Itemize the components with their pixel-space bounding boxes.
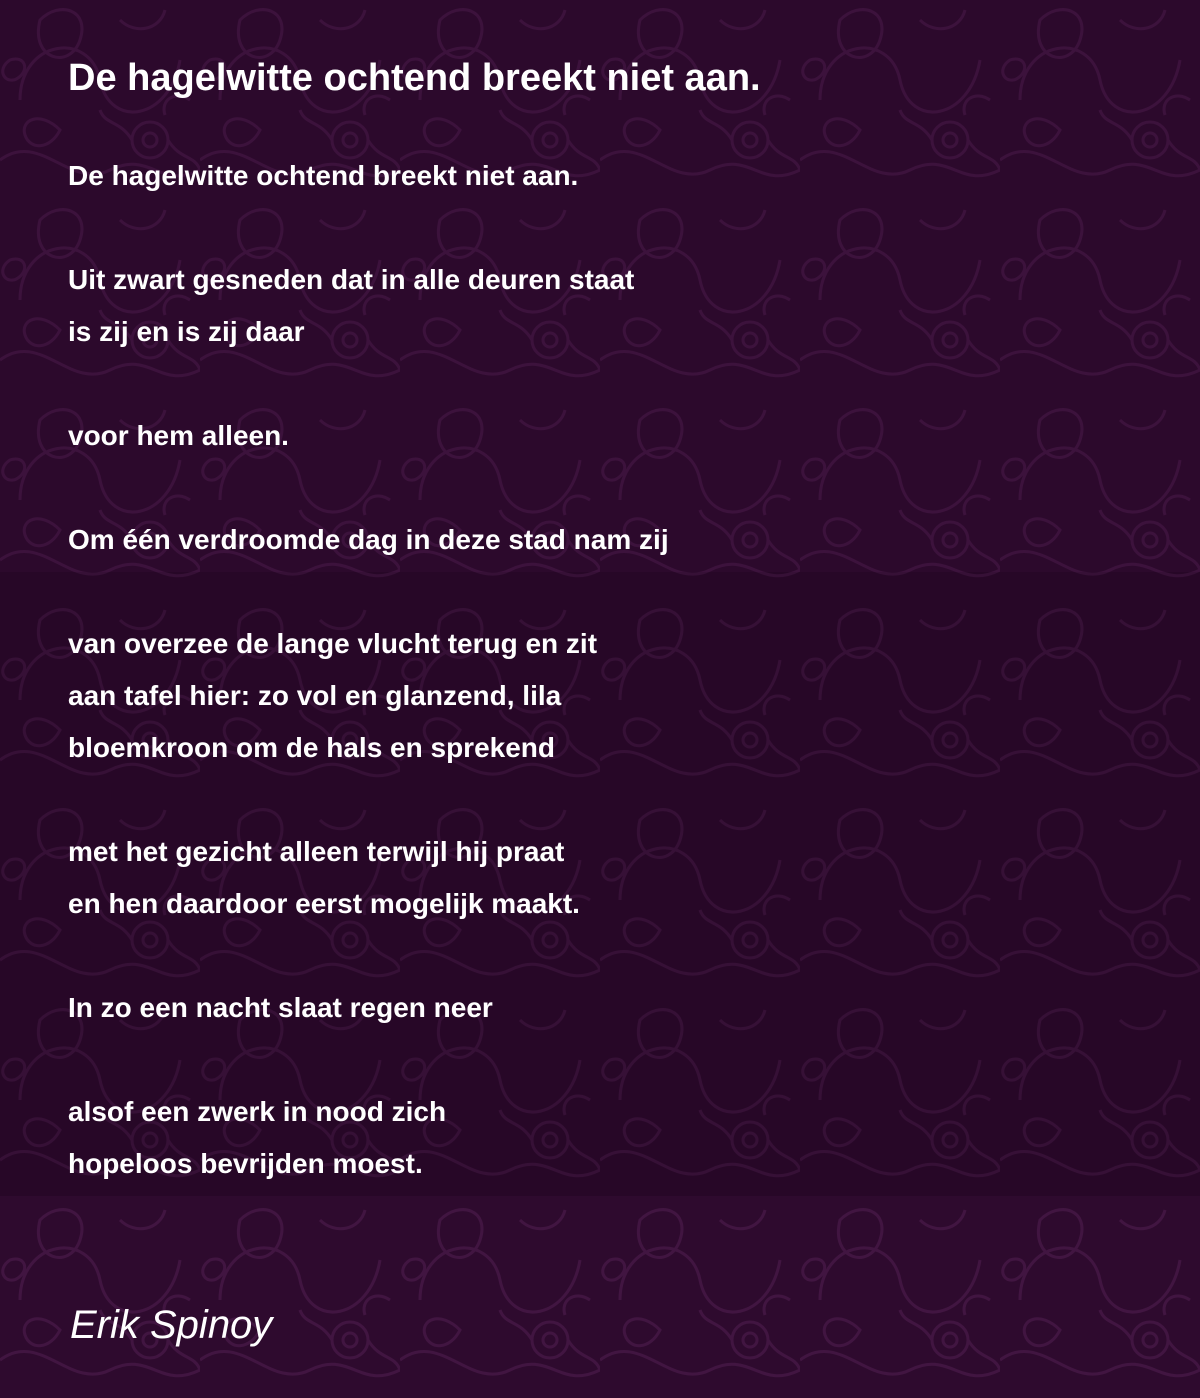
poem-line [68, 1034, 1128, 1086]
poem-body [68, 150, 1128, 1190]
poem-line [68, 358, 1128, 410]
poem-line: Om één verdroomde dag in deze stad nam zij [68, 524, 669, 555]
poem-line: voor hem alleen. [68, 420, 289, 451]
poem-title: De hagelwitte ochtend breekt niet aan. [68, 57, 761, 99]
poem-line [68, 202, 1128, 254]
poem-line: In zo een nacht slaat regen neer [68, 992, 493, 1023]
poem-line: Uit zwart gesneden dat in alle deuren staat [68, 264, 635, 295]
poem-line: met het gezicht alleen terwijl hij praat [68, 836, 565, 867]
poem-line [68, 930, 1128, 982]
poem-line [68, 462, 1128, 514]
poem-line: De hagelwitte ochtend breekt niet aan. [68, 160, 579, 191]
poem-line: aan tafel hier: zo vol en glanzend, lila [68, 680, 562, 711]
poem-line: hopeloos bevrijden moest. [68, 1148, 423, 1179]
poem-line: is zij en is zij daar [68, 316, 305, 347]
poem-line: bloemkroon om de hals en sprekend [68, 732, 556, 763]
poem-line: en hen daardoor eerst mogelijk maakt. [68, 888, 580, 919]
poem-line: alsof een zwerk in nood zich [68, 1096, 447, 1127]
poem-author: Erik Spinoy [70, 1303, 273, 1347]
poem-line: van overzee de lange vlucht terug en zit [68, 628, 598, 659]
poem-line [68, 774, 1128, 826]
poem-line [68, 566, 1128, 618]
